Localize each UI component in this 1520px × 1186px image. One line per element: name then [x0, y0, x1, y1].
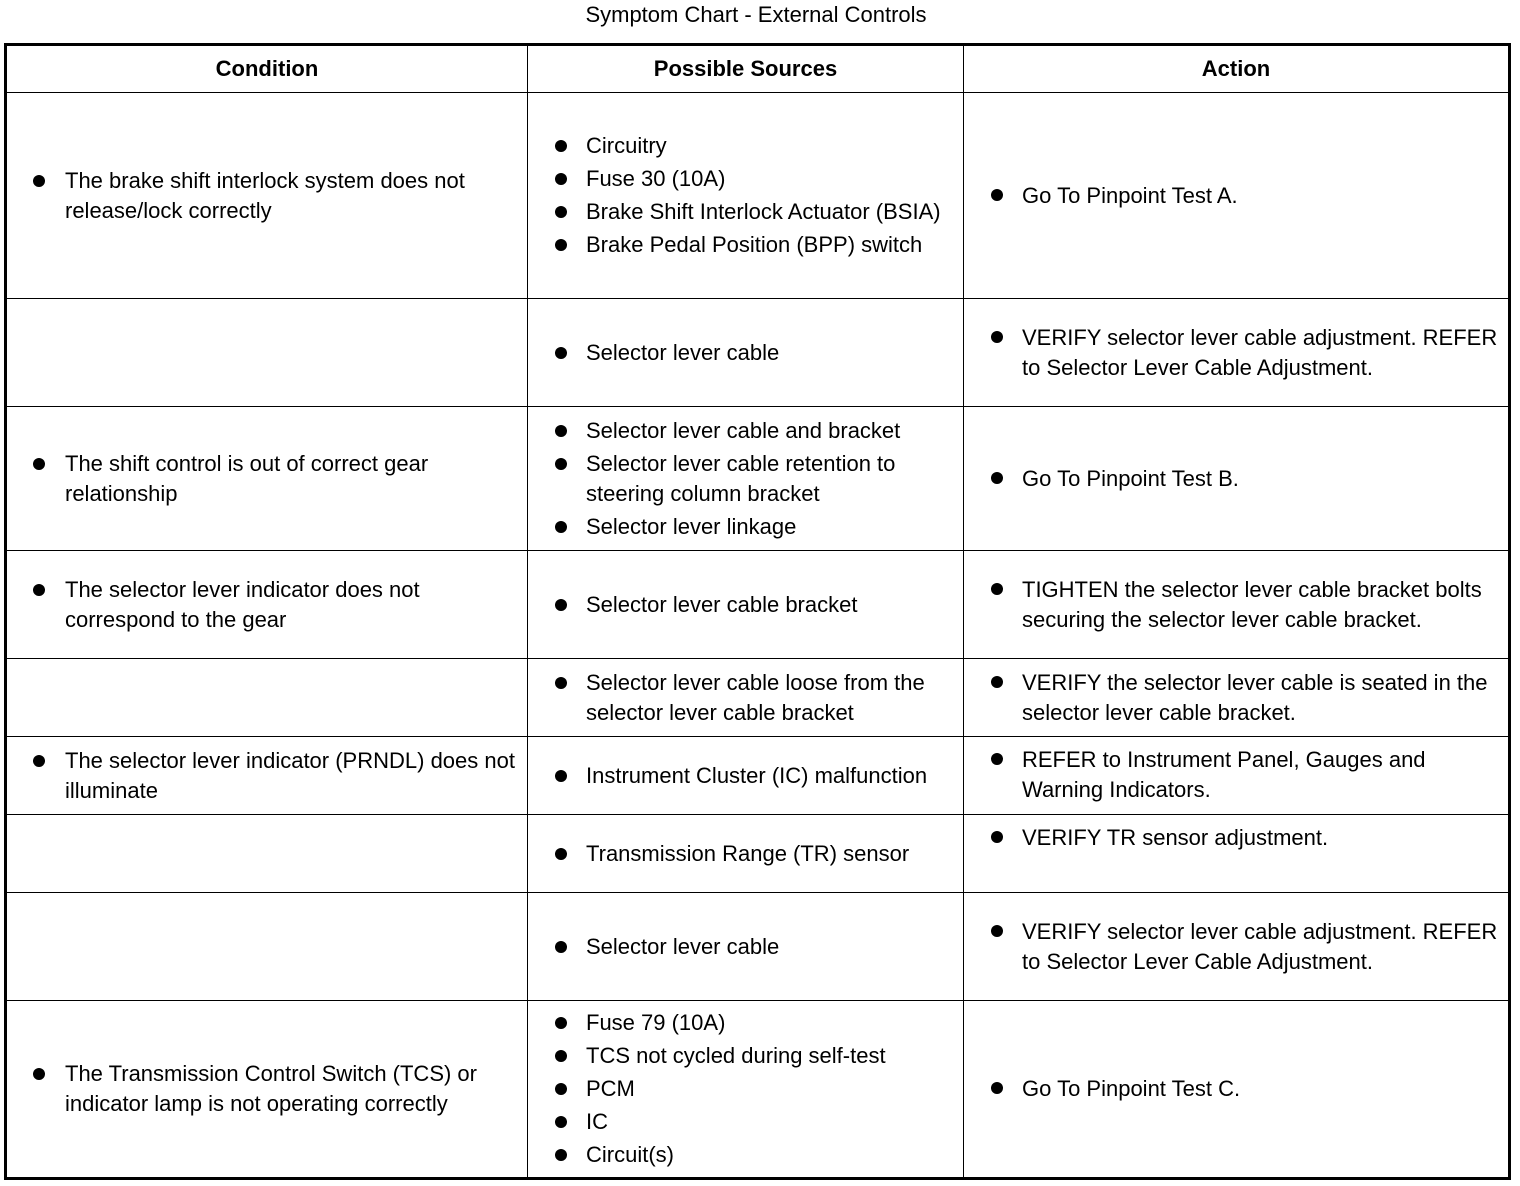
action-item: VERIFY selector lever cable adjustment. REFER to Selector Lever Cable Adjustment. [964, 323, 1508, 383]
action-list [964, 745, 1508, 805]
sources-list [528, 761, 963, 791]
action-cell [964, 893, 1510, 1001]
table-row [6, 551, 1510, 659]
source-item: Selector lever cable bracket [528, 590, 963, 620]
page-title: Symptom Chart - External Controls [585, 2, 927, 27]
table-row [6, 1001, 1510, 1179]
sources-cell [528, 659, 964, 737]
table-row [6, 893, 1510, 1001]
condition-cell [6, 1001, 528, 1179]
action-list [964, 1074, 1508, 1104]
source-item: Circuitry [528, 131, 963, 161]
action-item: Go To Pinpoint Test A. [964, 181, 1508, 211]
header-possible-sources: Possible Sources [528, 45, 964, 93]
condition-cell [6, 551, 528, 659]
condition-cell [6, 815, 528, 893]
sources-list [528, 668, 963, 728]
sources-list [528, 932, 963, 962]
header-condition: Condition [6, 45, 528, 93]
action-item: Go To Pinpoint Test C. [964, 1074, 1508, 1104]
source-item: Selector lever cable loose from the selector lever cable bracket [528, 668, 963, 728]
source-item: Brake Shift Interlock Actuator (BSIA) [528, 197, 963, 227]
sources-list [528, 338, 963, 368]
source-item: Fuse 79 (10A) [528, 1008, 963, 1038]
sources-cell [528, 815, 964, 893]
action-list [964, 575, 1508, 635]
action-item: VERIFY TR sensor adjustment. [964, 823, 1508, 853]
action-item: VERIFY selector lever cable adjustment. REFER to Selector Lever Cable Adjustment. [964, 917, 1508, 977]
source-item: Selector lever linkage [528, 512, 963, 542]
condition-cell [6, 737, 528, 815]
condition-list [7, 166, 527, 226]
sources-cell [528, 551, 964, 659]
sources-cell [528, 737, 964, 815]
source-item: Selector lever cable retention to steering column bracket [528, 449, 963, 509]
action-list [964, 917, 1508, 977]
action-item: Go To Pinpoint Test B. [964, 464, 1508, 494]
source-item: Brake Pedal Position (BPP) switch [528, 230, 963, 260]
sources-list [528, 131, 963, 260]
condition-cell [6, 893, 528, 1001]
table-row [6, 407, 1510, 551]
table-header-row [6, 45, 1510, 93]
sources-cell [528, 1001, 964, 1179]
action-item: REFER to Instrument Panel, Gauges and Warning Indicators. [964, 745, 1508, 805]
sources-cell [528, 893, 964, 1001]
condition-cell [6, 407, 528, 551]
source-item: Selector lever cable and bracket [528, 416, 963, 446]
source-item: Selector lever cable [528, 338, 963, 368]
source-item: Circuit(s) [528, 1140, 963, 1170]
source-item: Fuse 30 (10A) [528, 164, 963, 194]
sources-cell [528, 299, 964, 407]
condition-list [7, 1059, 527, 1119]
sources-list [528, 839, 963, 869]
table-row [6, 299, 1510, 407]
action-list [964, 823, 1508, 853]
action-list [964, 464, 1508, 494]
action-cell [964, 659, 1510, 737]
source-item: Instrument Cluster (IC) malfunction [528, 761, 963, 791]
sources-cell [528, 407, 964, 551]
condition-item: The selector lever indicator does not correspond to the gear [7, 575, 527, 635]
action-cell [964, 407, 1510, 551]
symptom-chart-table [4, 43, 1511, 1180]
source-item: PCM [528, 1074, 963, 1104]
condition-item: The brake shift interlock system does not release/lock correctly [7, 166, 527, 226]
action-cell [964, 93, 1510, 299]
action-cell [964, 815, 1510, 893]
action-list [964, 323, 1508, 383]
action-item: TIGHTEN the selector lever cable bracket bolts securing the selector lever cable bracket. [964, 575, 1508, 635]
table-row [6, 93, 1510, 299]
source-item: TCS not cycled during self-test [528, 1041, 963, 1071]
action-cell [964, 299, 1510, 407]
sources-list [528, 590, 963, 620]
source-item: Transmission Range (TR) sensor [528, 839, 963, 869]
action-cell [964, 551, 1510, 659]
condition-list [7, 449, 527, 509]
table-row [6, 815, 1510, 893]
source-item: IC [528, 1107, 963, 1137]
source-item: Selector lever cable [528, 932, 963, 962]
condition-item: The Transmission Control Switch (TCS) or indicator lamp is not operating correctly [7, 1059, 527, 1119]
condition-item: The selector lever indicator (PRNDL) does not illuminate [7, 746, 527, 806]
sources-cell [528, 93, 964, 299]
sources-list [528, 1008, 963, 1170]
condition-list [7, 746, 527, 806]
condition-cell [6, 93, 528, 299]
header-action: Action [964, 45, 1510, 93]
action-list [964, 668, 1508, 728]
condition-cell [6, 659, 528, 737]
condition-item: The shift control is out of correct gear relationship [7, 449, 527, 509]
sources-list [528, 416, 963, 542]
condition-cell [6, 299, 528, 407]
action-list [964, 181, 1508, 211]
condition-list [7, 575, 527, 635]
table-row [6, 659, 1510, 737]
action-cell [964, 737, 1510, 815]
action-cell [964, 1001, 1510, 1179]
table-row [6, 737, 1510, 815]
action-item: VERIFY the selector lever cable is seated in the selector lever cable bracket. [964, 668, 1508, 728]
